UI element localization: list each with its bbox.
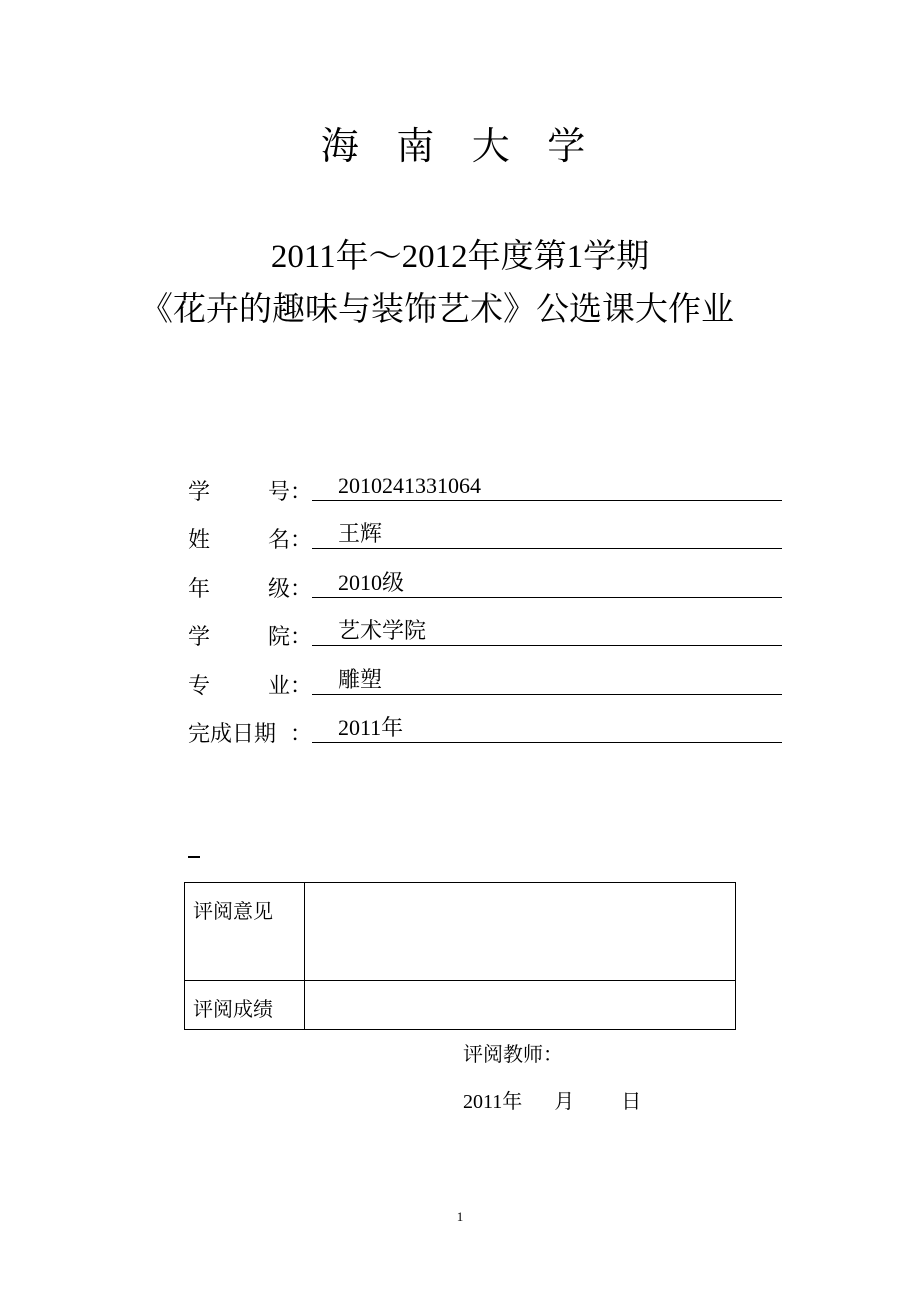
grade-level-label-a: 年	[188, 575, 211, 601]
student-id-row	[188, 458, 782, 507]
grade-level-value: 2010级	[312, 569, 782, 598]
dash-mark	[188, 856, 200, 858]
review-grade-label: 评阅成绩	[185, 981, 305, 1030]
review-grade-row	[185, 981, 736, 1030]
college-label-b: 院：	[267, 624, 312, 649]
completion-date-row	[188, 701, 782, 750]
review-date	[463, 1087, 641, 1117]
college-label-a: 学	[188, 624, 211, 649]
student-id-value: 2010241331064	[312, 472, 782, 501]
student-id-label-b: 号：	[267, 478, 312, 504]
student-info-block	[188, 458, 782, 749]
major-label-a: 专	[188, 672, 211, 698]
name-label-a: 姓	[188, 527, 211, 552]
name-label-b: 名：	[267, 527, 312, 552]
completion-date-value: 2011年	[312, 714, 782, 743]
review-table	[184, 882, 736, 1030]
page-number: 1	[456, 1209, 464, 1224]
review-date-day: 日	[621, 1091, 642, 1113]
name-value: 王辉	[312, 520, 782, 549]
completion-date-label-b: ：	[289, 721, 312, 746]
major-row	[188, 652, 782, 701]
name-row	[188, 507, 782, 556]
review-opinion-label: 评阅意见	[185, 883, 305, 981]
review-date-year: 2011年	[463, 1091, 523, 1113]
review-teacher-label: 评阅教师：	[463, 1044, 563, 1066]
student-id-label-a: 学	[188, 478, 211, 504]
term-title: 2011年～2012年度第1学期	[270, 239, 650, 275]
college-value: 艺术学院	[312, 617, 782, 646]
review-opinion-row	[185, 883, 736, 981]
review-grade-cell	[305, 981, 736, 1030]
review-date-month: 月	[554, 1091, 575, 1113]
review-opinion-cell	[305, 883, 736, 981]
college-row	[188, 604, 782, 653]
completion-date-label-a: 完成日期	[188, 721, 277, 746]
grade-level-label-b: 级：	[267, 575, 312, 601]
course-title: 《花卉的趣味与装饰艺术》公选课大作业	[140, 292, 734, 328]
major-label-b: 业：	[267, 672, 312, 698]
university-name: 海 南 大 学	[320, 126, 600, 168]
major-value: 雕塑	[312, 666, 782, 695]
grade-level-row	[188, 555, 782, 604]
